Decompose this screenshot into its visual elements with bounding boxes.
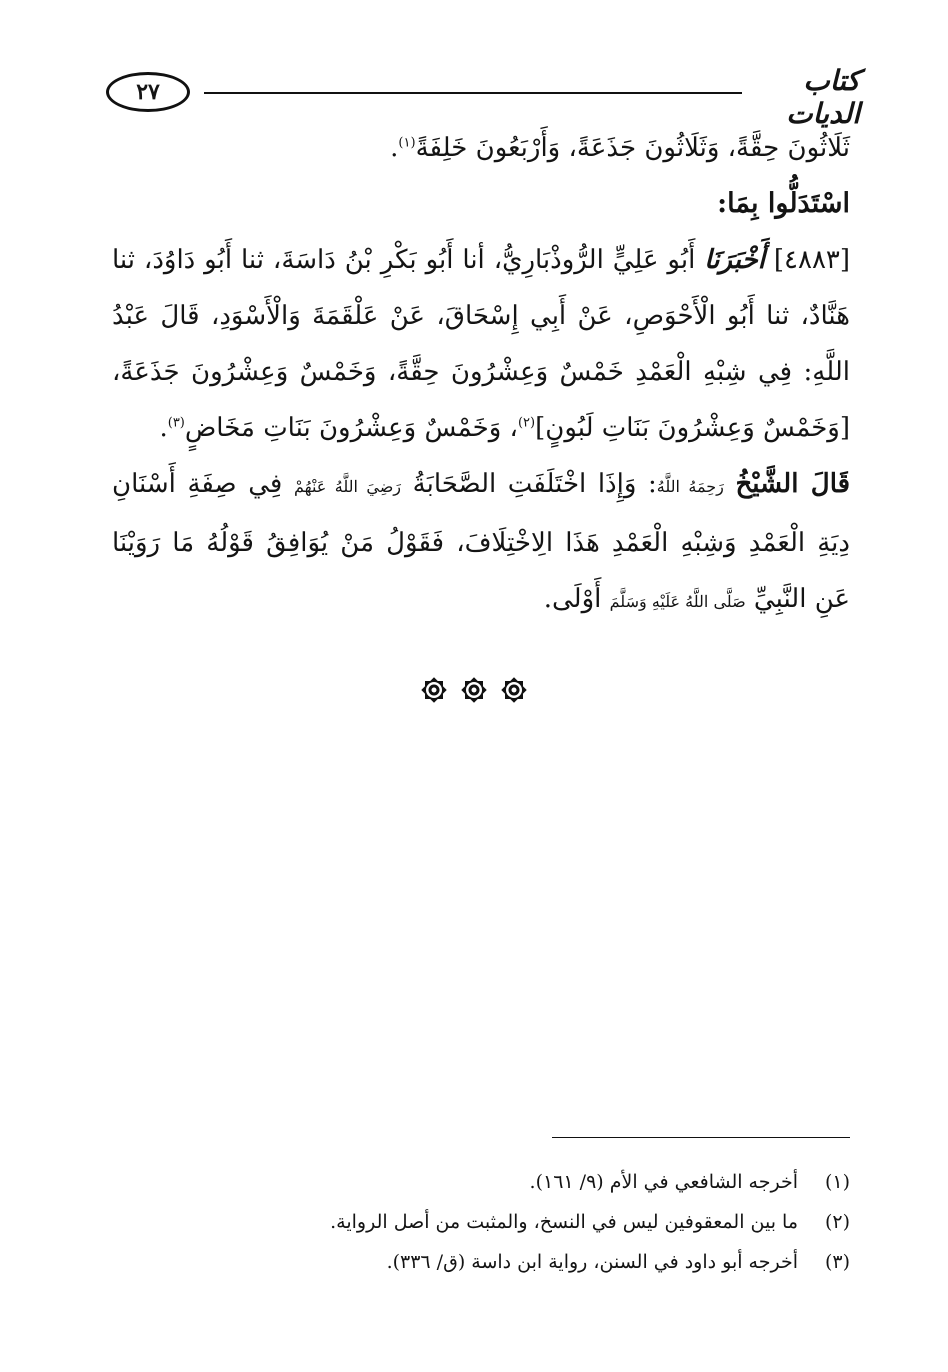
sheikh-lead: قَالَ الشَّيْخُ	[735, 469, 851, 499]
page-header	[100, 62, 860, 130]
hadith-text-b: ، وَخَمْسٌ وَعِشْرُونَ بَنَاتِ مَخَاضٍ	[184, 413, 518, 443]
footnote-text: أخرجه الشافعي في الأم (٩/ ١٦١).	[529, 1171, 798, 1193]
flower-ornament-icon	[419, 675, 449, 705]
sheikh-text-c: أَوْلَى.	[543, 584, 602, 614]
honorific-salallahu: صَلَّى اللَّهُ عَلَيْهِ وَسَلَّمَ	[609, 592, 746, 611]
header-rule	[204, 92, 742, 94]
footnote-item	[200, 1162, 850, 1202]
footnote-ref-1: (١)	[398, 135, 416, 151]
footnote-text: ما بين المعقوفين ليس في النسخ، والمثبت من أصل الرواية.	[330, 1211, 798, 1233]
footnote-separator	[552, 1137, 850, 1138]
book-title: كتاب الديات	[786, 64, 860, 130]
opening-line: ثَلَاثُونَ حِقَّةً، وَثَلَاثُونَ جَذَعَةً، وَأَرْبَعُونَ خَلِفَةً$^{(١)}$.	[390, 133, 850, 163]
page-number-text: ٢٧	[136, 79, 160, 105]
footnote-item	[200, 1242, 850, 1282]
hadith-paragraph: [٤٨٨٣] أَخْبَرَنَا أَبُو عَلِيٍّ الرُّوذْبَارِيُّ، أنا أَبُو بَكْرِ بْنُ دَاسَةَ، ثنا أَبُو دَاوُدَ، ثنا هَنَّادٌ، ثنا أَبُو الْأَحْوَصِ، عَنْ أَبِي إِسْحَاقَ، عَنْ عَلْقَمَةَ وَالْأَسْوَدِ، قَالَ عَبْدُ اللَّهِ: فِي شِبْهِ الْعَمْدِ خَمْسٌ وَعِشْرُونَ حِقَّةً، وَخَمْسٌ وَعِشْرُونَ جَذَعَةً، [وَخَمْسٌ وَعِشْرُونَ بَنَاتِ لَبُونٍ]$^{(٢)}$، وَخَمْسٌ وَعِشْرُونَ بَنَاتِ مَخَاضٍ$^{(٣)}$.	[112, 245, 851, 443]
footnote-item	[200, 1202, 850, 1242]
sheikh-text-a: : وَإِذَا اخْتَلَفَتِ الصَّحَابَةُ	[412, 469, 657, 499]
sheikh-text-b: فِي صِفَةِ أَسْنَانِ دِيَةِ الْعَمْدِ وَشِبْهِ الْعَمْدِ هَذَا الِاخْتِلَافَ، فَقَوْلُ مَنْ يُوَافِقُ قَوْلُهُ مَا رَوَيْنَا عَنِ النَّبِيِّ	[112, 469, 850, 614]
section-heading: اسْتَدَلُّوا بِمَا:	[717, 188, 850, 219]
hadith-number: [٤٨٨٣]	[773, 245, 851, 275]
footnote-ref-3: (٣)	[167, 415, 185, 431]
page-number	[106, 72, 190, 112]
sheikh-paragraph	[112, 456, 850, 630]
flower-ornament-icon	[459, 675, 489, 705]
footnote-text: أخرجه أبو داود في السنن، رواية ابن داسة (ق/ ٣٣٦).	[386, 1251, 798, 1273]
footnote-number: (٣)	[824, 1251, 850, 1273]
section-divider-ornaments	[394, 675, 554, 709]
footnotes	[200, 1162, 850, 1282]
footnote-number: (١)	[824, 1171, 850, 1193]
main-text	[112, 120, 850, 630]
footnote-ref-2: (٢)	[517, 415, 536, 431]
hadith-text-a: أَبُو عَلِيٍّ الرُّوذْبَارِيُّ، أنا أَبُو بَكْرِ بْنُ دَاسَةَ، ثنا أَبُو دَاوُدَ، ثنا هَنَّادٌ، ثنا أَبُو الْأَحْوَصِ، عَنْ أَبِي إِسْحَاقَ، عَنْ عَلْقَمَةَ وَالْأَسْوَدِ، قَالَ عَبْدُ اللَّهِ: فِي شِبْهِ الْعَمْدِ خَمْسٌ وَعِشْرُونَ حِقَّةً، وَخَمْسٌ وَعِشْرُونَ جَذَعَةً، [وَخَمْسٌ وَعِشْرُونَ بَنَاتِ لَبُونٍ]	[112, 245, 850, 443]
honorific-rahimahullah: رَحِمَهُ اللَّهُ	[656, 477, 724, 496]
honorific-radiallahu: رَضِيَ اللَّهُ عَنْهُمْ	[293, 477, 402, 496]
footnote-number: (٢)	[824, 1211, 850, 1233]
flower-ornament-icon	[499, 675, 529, 705]
akhbarana-word: أَخْبَرَنَا	[704, 245, 765, 275]
